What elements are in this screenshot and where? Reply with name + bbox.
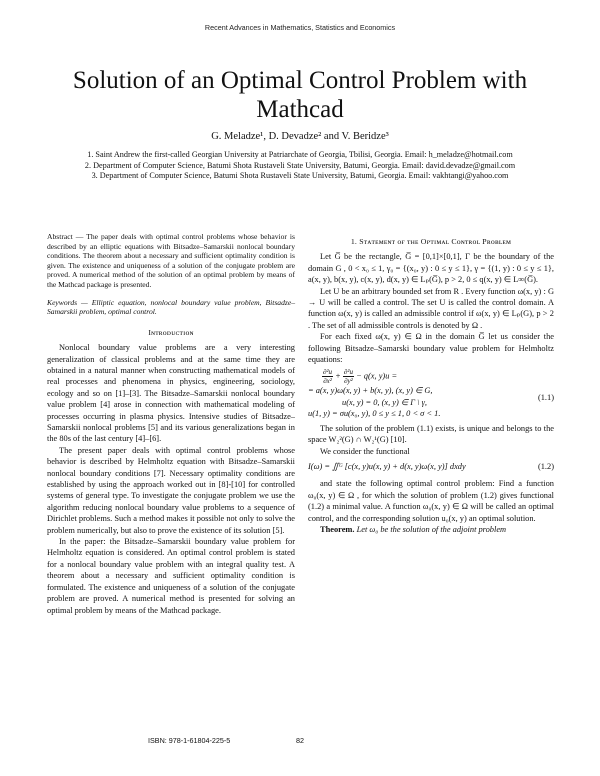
right-column: [308, 232, 554, 535]
author-list: G. Meladze¹, D. Devadze² and V. Beridze³: [211, 131, 389, 142]
keywords: Keywords — Elliptic equation, nonlocal boundary value problem, Bitsadze–Samarskii problem, optimal control.: [47, 297, 295, 317]
intro-paragraph: In the paper: the Bitsadze–Samarskii boundary value problem for Helmholtz equation is considered. An optimal control problem is stated for a nonlocal boundary value problem with an integral quality test. A theorem about a necessary and sufficient optimality condition is formulated. The existence and uniqueness of a solution of the conjugate problem are proved. A numerical method is presented for solving an optimal problem by means of the Mathcad package.: [47, 537, 295, 615]
section-paragraph: Let G̅ be the rectangle, G̅ = [0,1]×[0,1], Γ be the boundary of the domain G , 0 < x₀ ≤ 1, γ₀ = {(x₀, y) : 0 ≤ y ≤ 1}, γ = {(1, y) : 0 ≤ y ≤ 1}, a(x, y), b(x, y), c(x, y), d(x, y) ∈ Lₚ(G̅), p > 2, 0 ≤ q(x, y) ∈ L∞(G̅).: [308, 252, 554, 285]
section-paragraph: For each fixed ω(x, y) ∈ Ω in the domain G̅ let us consider the following Bitsadze–Samarski boundary value problem for Helmholtz equations:: [308, 332, 554, 365]
section-paragraph: We consider the functional: [320, 446, 410, 456]
equation-number: (1.1): [537, 393, 554, 403]
running-header: Recent Advances in Mathematics, Statistics and Economics: [204, 23, 396, 32]
affiliations: [80, 150, 520, 182]
theorem: [308, 524, 554, 535]
affiliation-3: 3. Department of Computer Science, Batumi Shota Rustaveli State University, Batumi, Georgia. Email: vakhtangi@yahoo.com: [91, 171, 509, 180]
section-paragraph: The solution of the problem (1.1) exists, is unique and belongs to the space W₂²(G) ∩ W₂¹(G) [10].: [308, 423, 554, 445]
left-column: [47, 232, 295, 616]
equation-line: − q(x, y)u =: [356, 371, 398, 381]
affiliation-1: 1. Saint Andrew the first-called Georgian University at Patriarchate of Georgia, Tbilisi, Georgia. Email: h_meladze@hotmail.com: [87, 150, 513, 159]
section-paragraph: Let U be an arbitrary bounded set from R . Every function ω(x, y) : G → U will be called a control. The set U is called the control domain. A function ω(x, y) is called an admissible control if ω(x, y) ∈ Lₚ(G), p > 2 . The set of all admissible controls is denoted by Ω .: [308, 286, 554, 330]
footer-isbn: ISBN: 978-1-61804-225-5: [148, 736, 231, 745]
fraction: $\frac{\text{∂²u}}{\text{∂x²}}$: [323, 368, 333, 386]
intro-paragraph: Nonlocal boundary value problems are a very interesting generalization of classical problems and at the same time they are obtained in a natural manner when constructing mathematical models of real processes and phenomena in physics, engineering, sociology, ecology and so on [1]–[3]. The Bitsadze–Samarskii nonlocal boundary value problem [4] arose in connection with mathematical modeling of processes occurring in plasma physics. Intensive studies of Bitsadze–Samarskii nonlocal problems [5] and its various generalizations began in the 80s of the last century [4]–[6].: [47, 343, 295, 444]
section-paragraph: and state the following optimal control problem: Find a function ω₀(x, y) ∈ Ω , for which the solution of problem (1.2) gives functional (1.2) a minimal value. A function ω₀(x, y) ∈ Ω will be called an optimal control, and the corresponding solution u₀(x, y) an optimal solution.: [308, 479, 554, 523]
theorem-label: Theorem.: [320, 524, 355, 534]
fraction: $\frac{\text{∂²u}}{\text{∂y²}}$: [343, 368, 353, 386]
footer-page-number: 82: [296, 736, 304, 745]
theorem-text: Let ω₀ be the solution of the adjoint problem: [356, 524, 507, 534]
equation-line: = a(x, y)ω(x, y) + b(x, y), (x, y) ∈ G,: [308, 386, 433, 396]
paper-title: Solution of an Optimal Control Problem with Mathcad: [72, 67, 528, 123]
abstract: Abstract — The paper deals with optimal control problems whose behavior is described by an elliptic equations with Bitsadze–Samarskii nonlocal boundary conditions. The theorem about a necessary and sufficient optimality condition is given. The existence and uniqueness of a solution of the conjugate problem are proved. A numerical method of the solution of an optimal problem by means of the Mathcad package is presented.: [47, 232, 295, 289]
equation-line: u(x, y) = 0, (x, y) ∈ Γ \ γ,: [342, 397, 427, 407]
equation-number: (1.2): [537, 461, 554, 471]
equation-line: u(1, y) = σu(x₀, y), 0 ≤ y ≤ 1, 0 < σ < 1.: [308, 409, 441, 419]
intro-paragraph: The present paper deals with optimal control problems whose behavior is described by Helmholtz equation with Bitsadze–Samarskii nonlocal boundary conditions [7]. Necessary optimality conditions are established by using the approach worked out in [8]-[10] for controlled systems of general type. To investigate the conjugate problem we use the algorithm reducing nonlocal boundary value problems to a sequence of Dirichlet problems. Such a method makes it possible not only to solve the problem numerically, but also to prove the existence of its solution [5].: [47, 445, 295, 535]
equation-1-1: $\frac{\text{∂²u}}{\text{∂x²}}$ + $\frac{\text{∂²u}}{\text{∂y²}}$ − q(x, y)u = = a(x, y)ω(x, y) + b(x, y), (x, y) ∈ G, u(x, y) = 0, (x, y) ∈ Γ \ γ, u(1, y) = σu(x₀, y), 0 ≤ y ≤ 1, 0 < σ < 1. (1.1): [308, 368, 554, 419]
equation-1-2: [308, 461, 554, 472]
equation-line: I(ω) = ∬ᴳ [c(x, y)u(x, y) + d(x, y)ω(x, y)] dxdy: [308, 461, 466, 471]
affiliation-2: 2. Department of Computer Science, Batumi Shota Rustaveli State University, Batumi, Georgia. Email: david.devadze@gmail.com: [84, 160, 516, 170]
intro-heading: Iɴᴛʀᴏᴅᴜᴄᴛɪᴏɴ: [148, 327, 194, 337]
section-1-heading: 1. Sᴛᴀᴛᴇᴍᴇɴᴛ ᴏғ ᴛʜᴇ Oᴘᴛɪᴍᴀʟ Cᴏɴᴛʀᴏʟ Pʀᴏʙʟᴇᴍ: [350, 237, 512, 246]
